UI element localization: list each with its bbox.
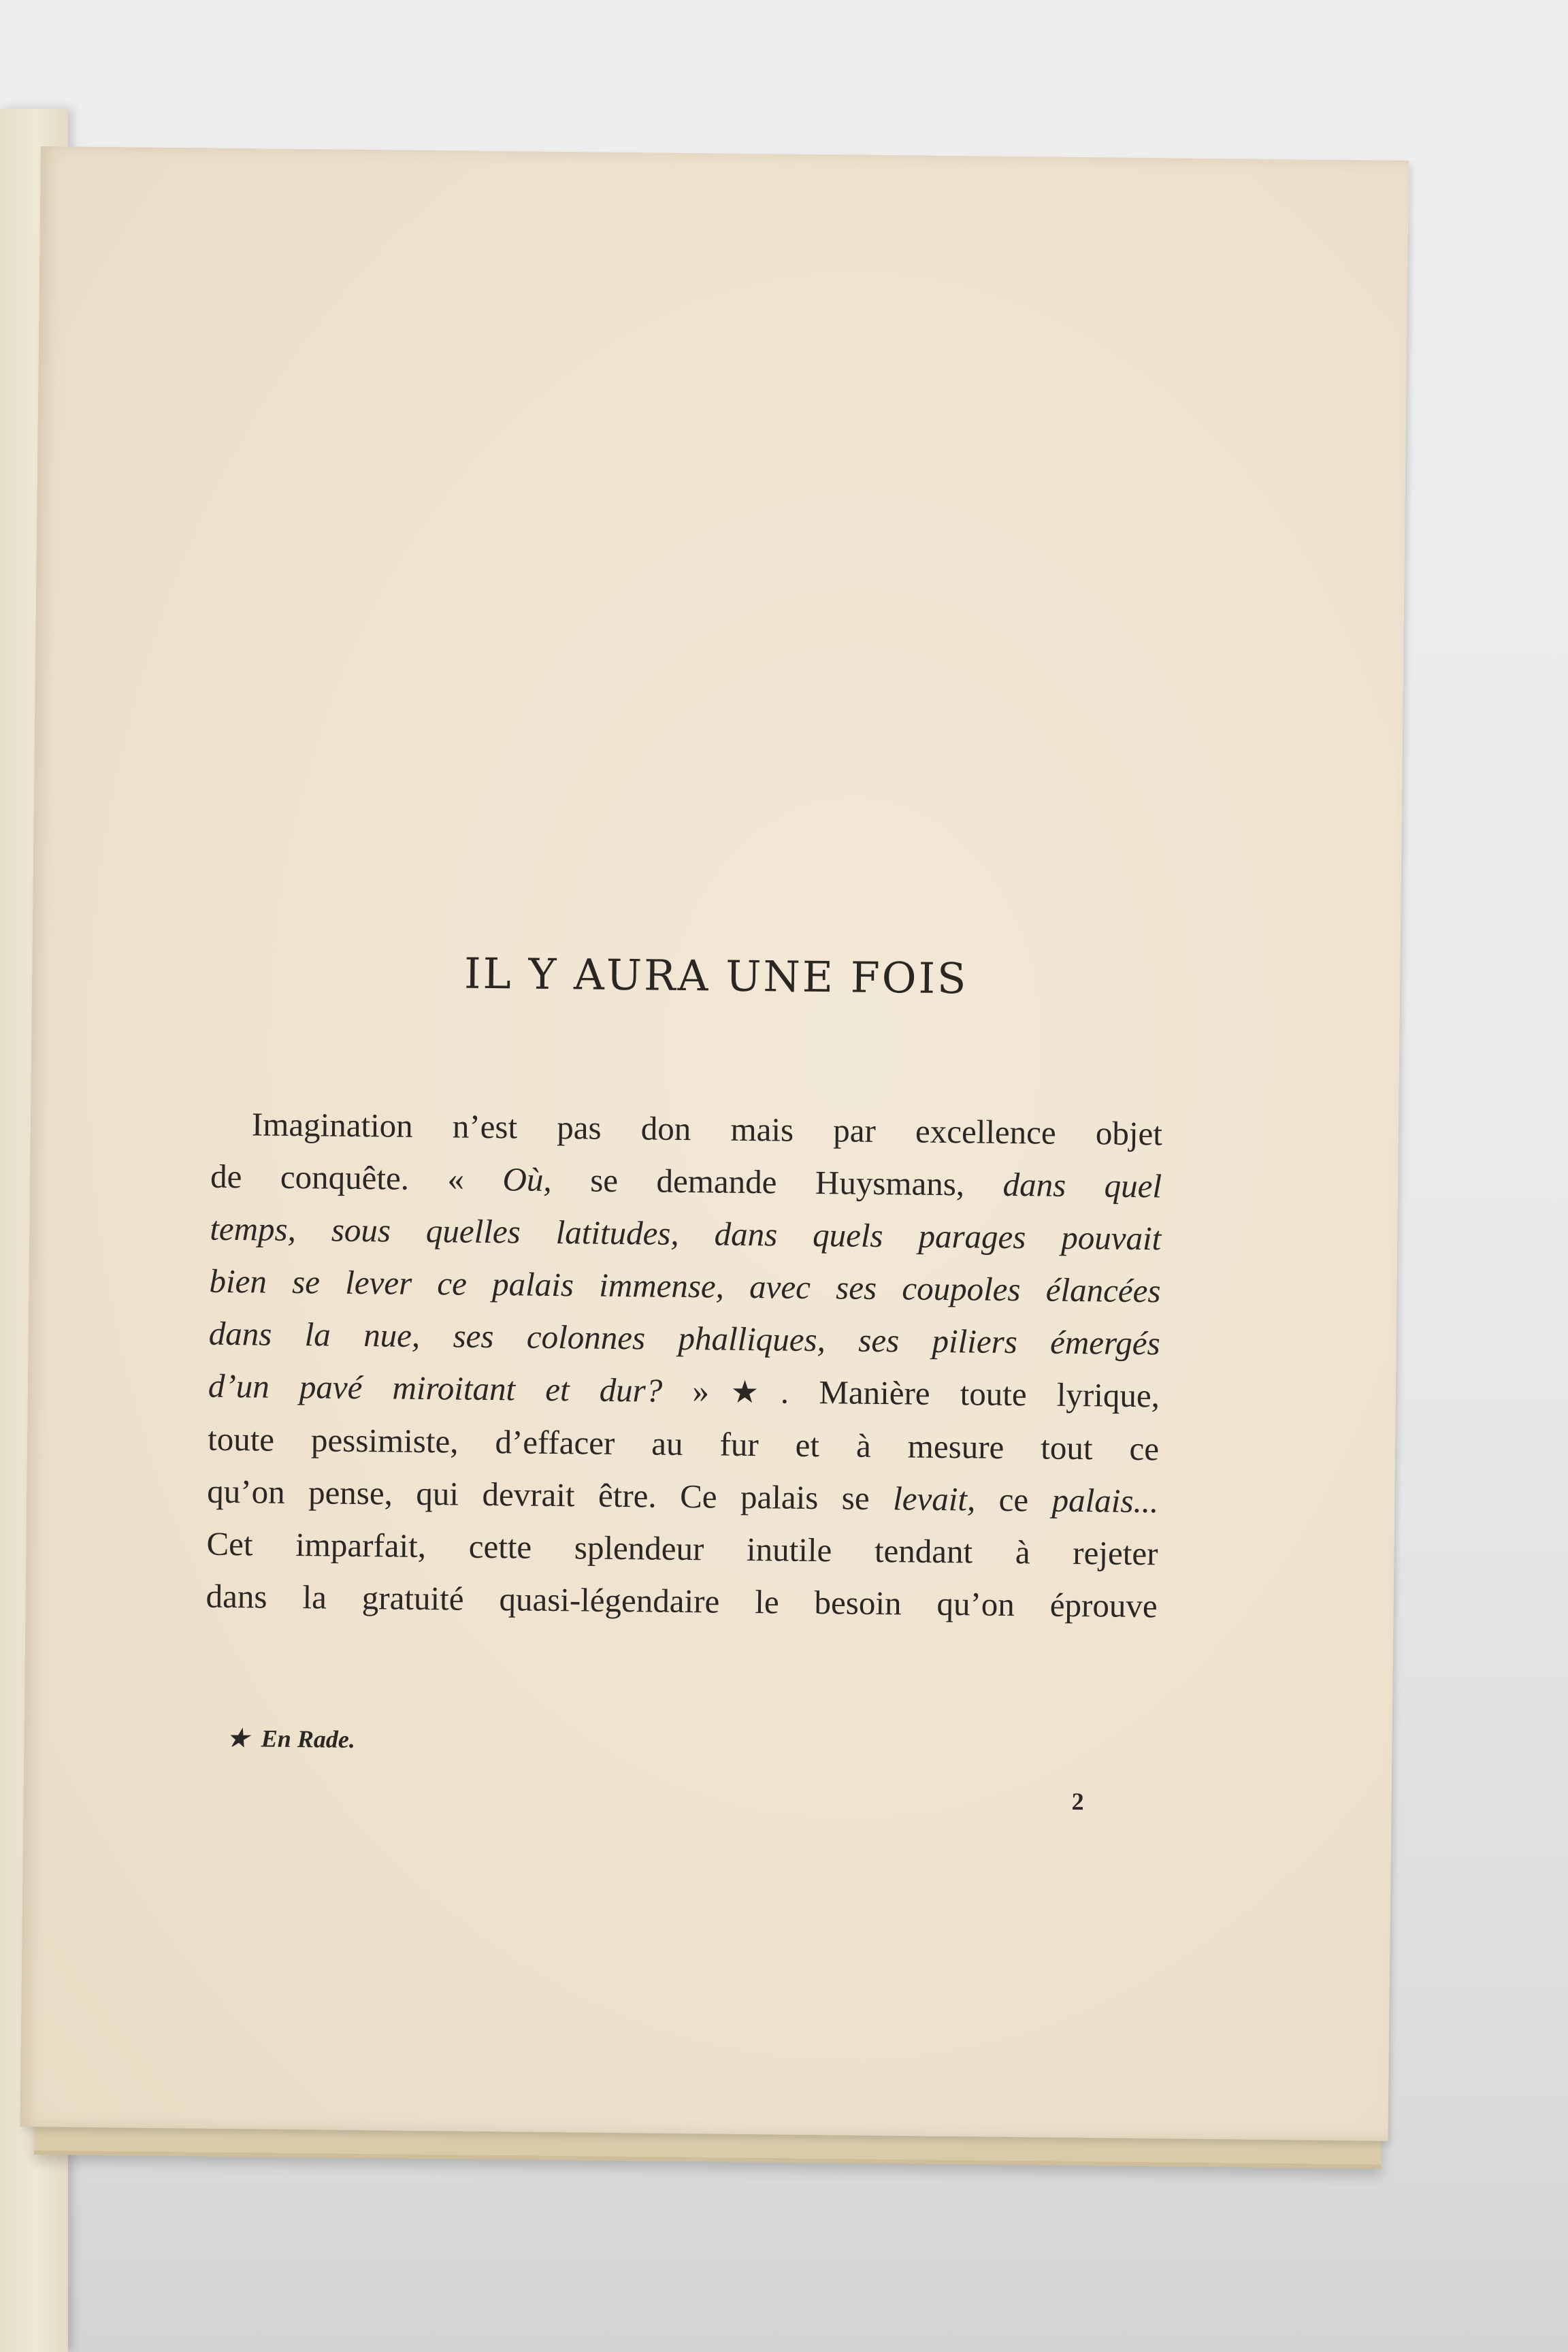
text-run: »	[662, 1371, 710, 1410]
star-icon: ★	[227, 1724, 250, 1752]
page-number: 2	[1071, 1787, 1084, 1816]
text-line: dans la nue, ses colonnes phalliques, ses piliers émergés	[208, 1314, 1160, 1362]
text-run: . Manière toute lyrique,	[780, 1373, 1160, 1415]
chapter-title: IL Y AURA UNE FOIS	[463, 948, 968, 1004]
text-line: bien se lever ce palais immense, avec ses coupoles élancées	[209, 1262, 1161, 1310]
text-line: toute pessimiste, d’effacer au fur et à mesure tout ce	[207, 1420, 1160, 1468]
book-page	[20, 146, 1409, 2141]
italic-run: dans quel	[1002, 1165, 1162, 1205]
text-line: temps, sous quelles latitudes, dans quels parages pouvait	[210, 1209, 1162, 1258]
text-run: ce	[975, 1480, 1052, 1519]
footnote	[227, 1724, 355, 1754]
body-paragraph	[206, 1098, 1162, 1633]
italic-run: Où,	[502, 1160, 553, 1198]
text-line: Imagination n’est pas don mais par excellence objet	[251, 1105, 1163, 1153]
italic-run: levait,	[892, 1480, 976, 1518]
text-line: Cet imparfait, cette splendeur inutile tendant à rejeter	[206, 1524, 1158, 1573]
text-run: de conquête. «	[210, 1157, 503, 1198]
text-run: qu’on pense, qui devrait être. Ce palais se	[207, 1472, 894, 1518]
text-line: dans la gratuité quasi-légendaire le besoin qu’on éprouve	[206, 1577, 1158, 1625]
text-run: se demande Huysmans,	[551, 1160, 1003, 1203]
italic-run: d’un pavé miroitant et dur?	[208, 1367, 663, 1409]
text-line	[208, 1360, 1160, 1423]
footnote-star-icon: ★	[708, 1374, 781, 1410]
footnote-text: En Rade.	[261, 1725, 356, 1753]
text-line	[210, 1150, 1162, 1213]
text-line	[207, 1465, 1159, 1528]
italic-run: palais...	[1051, 1481, 1159, 1520]
